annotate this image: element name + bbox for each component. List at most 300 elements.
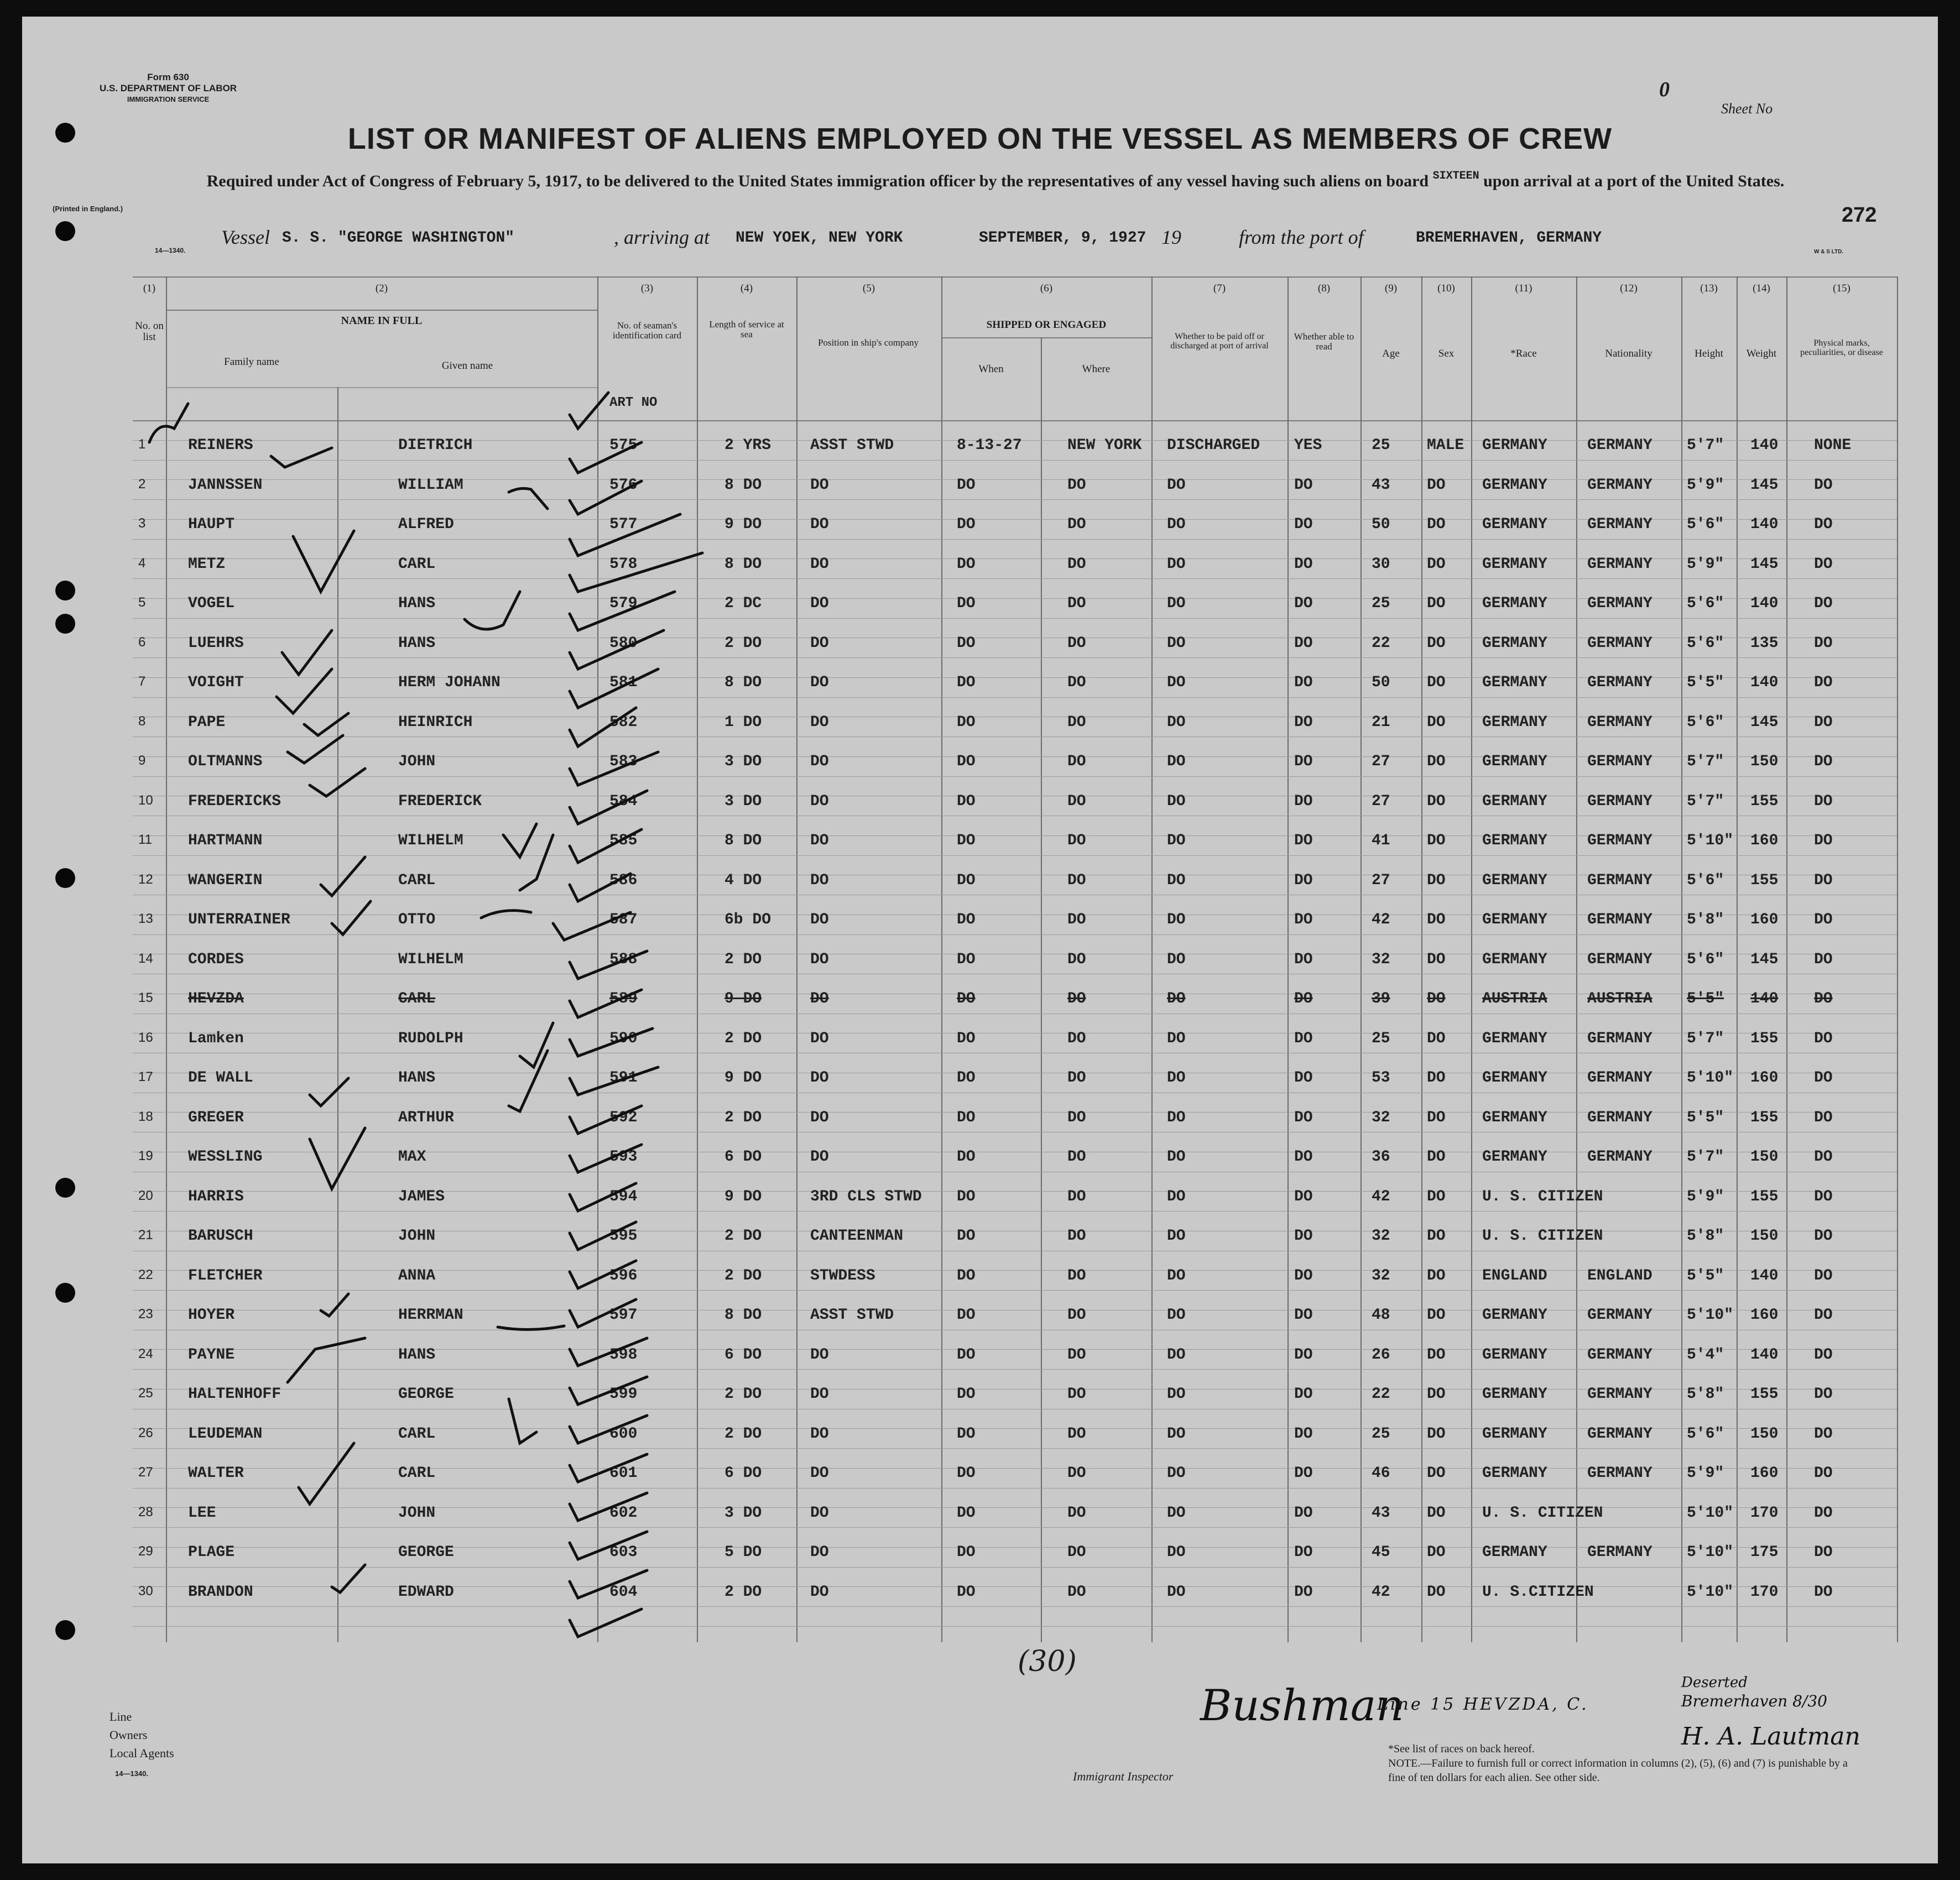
cell-row-number: 4: [138, 555, 146, 571]
cell-physical-marks: DO: [1814, 516, 1833, 533]
cell-nationality: GERMANY: [1587, 911, 1653, 928]
cell-position: DO: [810, 634, 829, 652]
cell-paid-off: DO: [1167, 1069, 1186, 1087]
cell-weight: 145: [1750, 476, 1779, 494]
cell-id-card: 603: [609, 1544, 638, 1561]
cell-physical-marks: DO: [1814, 792, 1833, 810]
grid-line: [133, 460, 1897, 461]
grid-line: [133, 1507, 1897, 1508]
annotation-signature: H. A. Lautman: [1681, 1722, 1860, 1751]
col-num: (7): [1213, 283, 1226, 294]
cell-paid-off: DO: [1167, 1228, 1186, 1245]
cell-row-number: 21: [138, 1228, 153, 1242]
cell-height: 5'5": [1687, 1109, 1724, 1126]
cell-height: 5'8": [1687, 1228, 1724, 1245]
cell-paid-off: DO: [1167, 1188, 1186, 1205]
cell-shipped-where: DO: [1067, 516, 1086, 533]
subtitle-typed: SIXTEEN: [1432, 170, 1479, 182]
cell-able-read: DO: [1294, 476, 1313, 494]
cell-height: 5'5": [1687, 674, 1724, 691]
cell-given-name: ARTHUR: [398, 1109, 454, 1126]
grid-line: [697, 276, 698, 1642]
cell-shipped-where: DO: [1067, 1386, 1086, 1403]
cell-age: 50: [1372, 516, 1390, 533]
cell-row-number: 12: [138, 871, 153, 887]
cell-age: 48: [1372, 1307, 1390, 1324]
cell-id-card: 580: [609, 634, 638, 652]
cell-height: 5'7": [1687, 753, 1724, 770]
cell-shipped-where: DO: [1067, 1544, 1086, 1561]
cell-height: 5'6": [1687, 595, 1724, 612]
cell-length-service: 3 DO: [724, 792, 762, 810]
cell-paid-off: DO: [1167, 753, 1186, 770]
grid-line: [1421, 276, 1422, 1642]
cell-nationality: GERMANY: [1587, 1109, 1653, 1126]
subtitle-part1: Required under Act of Congress of February 5, 1917, to be delivered to the United States immigration officer by the representatives of any vessel having such aliens on board: [206, 172, 1429, 190]
cell-id-card: 595: [609, 1228, 638, 1245]
cell-height: 5'10": [1687, 1069, 1734, 1087]
cell-nationality: GERMANY: [1587, 1148, 1653, 1166]
cell-nationality: GERMANY: [1587, 1544, 1653, 1561]
cell-position: DO: [810, 713, 829, 731]
cell-shipped-when: DO: [957, 1030, 976, 1047]
cell-given-name: HEINRICH: [398, 713, 473, 731]
cell-family-name: UNTERRAINER: [188, 911, 290, 928]
cell-able-read: DO: [1294, 1228, 1313, 1245]
grid-line: [133, 1606, 1897, 1607]
cell-row-number: 30: [138, 1583, 153, 1599]
footer-code: 14—1340.: [115, 1769, 148, 1778]
cell-shipped-where: DO: [1067, 1069, 1086, 1087]
cell-given-name: HANS: [398, 1069, 436, 1087]
cell-weight: 155: [1750, 1386, 1779, 1403]
header-shipped: SHIPPED OR ENGAGED: [986, 319, 1107, 331]
cell-race: GERMANY: [1482, 1030, 1547, 1047]
cell-nationality: GERMANY: [1587, 1386, 1653, 1403]
cell-id-card: 592: [609, 1109, 638, 1126]
arrival-port: NEW YOEK, NEW YORK: [736, 229, 903, 247]
cell-age: 22: [1372, 1386, 1390, 1403]
cell-length-service: 8 DO: [724, 1307, 762, 1324]
cell-shipped-when: DO: [957, 595, 976, 612]
header-sex: Sex: [1438, 348, 1455, 359]
cell-height: 5'6": [1687, 713, 1724, 731]
cell-length-service: 2 DO: [724, 951, 762, 968]
cell-row-number: 2: [138, 476, 146, 492]
grid-line: [133, 578, 1897, 579]
cell-sex: DO: [1427, 951, 1446, 968]
service: IMMIGRATION SERVICE: [127, 95, 210, 103]
manifest-sheet: [22, 17, 1938, 1863]
cell-weight: 160: [1750, 911, 1779, 928]
cell-nationality: GERMANY: [1587, 753, 1653, 770]
grid-line: [941, 337, 1151, 338]
cell-position: DO: [810, 1069, 829, 1087]
cell-shipped-where: DO: [1067, 476, 1086, 494]
cell-age: 42: [1372, 911, 1390, 928]
cell-weight: 145: [1750, 555, 1779, 573]
cell-shipped-when: DO: [957, 1188, 976, 1205]
cell-row-number: 13: [138, 911, 153, 926]
cell-position: DO: [810, 1346, 829, 1364]
cell-weight: 150: [1750, 1148, 1779, 1166]
col-num: (1): [143, 283, 156, 294]
cell-able-read: DO: [1294, 832, 1313, 849]
cell-paid-off: DO: [1167, 1386, 1186, 1403]
cell-family-name: HOYER: [188, 1307, 235, 1324]
cell-paid-off: DO: [1167, 1425, 1186, 1443]
cell-position: DO: [810, 871, 829, 889]
cell-length-service: 6 DO: [724, 1148, 762, 1166]
cell-paid-off: DO: [1167, 1583, 1186, 1601]
col-num: (3): [640, 283, 654, 294]
cell-paid-off: DO: [1167, 1148, 1186, 1166]
cell-nationality: AUSTRIA: [1587, 990, 1653, 1007]
grid-line: [133, 1586, 1897, 1587]
cell-shipped-when: DO: [957, 1267, 976, 1284]
cell-shipped-when: DO: [957, 1109, 976, 1126]
cell-race: GERMANY: [1482, 1425, 1547, 1443]
cell-able-read: DO: [1294, 1544, 1313, 1561]
cell-race: GERMANY: [1482, 911, 1547, 928]
binder-hole: [55, 1283, 75, 1303]
cell-weight: 150: [1750, 1228, 1779, 1245]
cell-row-number: 25: [138, 1386, 153, 1401]
cell-id-card: 593: [609, 1148, 638, 1166]
cell-position: DO: [810, 1148, 829, 1166]
header-when: When: [978, 363, 1004, 375]
cell-shipped-when: DO: [957, 990, 976, 1007]
cell-age: 42: [1372, 1188, 1390, 1205]
cell-shipped-when: DO: [957, 1504, 976, 1522]
cell-given-name: CARL: [398, 1465, 436, 1482]
grid-line: [166, 310, 597, 311]
cell-position: DO: [810, 1425, 829, 1443]
header-physical: Physical marks, peculiarities, or disease: [1800, 338, 1883, 357]
cell-row-number: 18: [138, 1109, 153, 1124]
cell-weight: 155: [1750, 1030, 1779, 1047]
cell-row-number: 16: [138, 1030, 153, 1045]
grid-line: [133, 657, 1897, 658]
cell-physical-marks: DO: [1814, 595, 1833, 612]
header-nationality: Nationality: [1605, 348, 1653, 359]
cell-race: GERMANY: [1482, 951, 1547, 968]
cell-sex: DO: [1427, 476, 1446, 494]
cell-given-name: JAMES: [398, 1188, 445, 1205]
cell-race: GERMANY: [1482, 1069, 1547, 1087]
cell-height: 5'9": [1687, 476, 1724, 494]
cell-shipped-when: DO: [957, 753, 976, 770]
cell-position: DO: [810, 674, 829, 691]
cell-shipped-when: DO: [957, 1346, 976, 1364]
grid-line: [1737, 276, 1738, 1642]
cell-shipped-when: DO: [957, 1228, 976, 1245]
cell-shipped-when: DO: [957, 674, 976, 691]
grid-line: [1786, 276, 1787, 1642]
cell-id-card: 581: [609, 674, 638, 691]
cell-shipped-when: DO: [957, 1544, 976, 1561]
cell-length-service: 2 DO: [724, 1030, 762, 1047]
cell-position: DO: [810, 1504, 829, 1522]
cell-position: STWDESS: [810, 1267, 875, 1284]
cell-id-card: 600: [609, 1425, 638, 1443]
cell-row-number: 11: [138, 832, 152, 847]
cell-height: 5'8": [1687, 911, 1724, 928]
cell-weight: 170: [1750, 1504, 1779, 1522]
cell-sex: DO: [1427, 1188, 1446, 1205]
cell-paid-off: DO: [1167, 1307, 1186, 1324]
cell-position: 3RD CLS STWD: [810, 1188, 922, 1205]
grid-line: [1471, 276, 1472, 1642]
cell-given-name: HERRMAN: [398, 1307, 463, 1324]
header-able-read: Whether able to read: [1294, 331, 1354, 352]
cell-id-card: 597: [609, 1307, 638, 1324]
cell-family-name: WESSLING: [188, 1148, 263, 1166]
grid-line: [133, 697, 1897, 698]
grid-line: [133, 855, 1897, 856]
cell-id-card: 582: [609, 713, 638, 731]
header-where: Where: [1082, 363, 1111, 375]
cell-able-read: DO: [1294, 1267, 1313, 1284]
cell-able-read: DO: [1294, 1307, 1313, 1324]
cell-family-name: WALTER: [188, 1465, 244, 1482]
cell-age: 26: [1372, 1346, 1390, 1364]
cell-nationality: GERMANY: [1587, 1465, 1653, 1482]
cell-physical-marks: DO: [1814, 990, 1833, 1007]
grid-line: [1681, 276, 1682, 1642]
cell-id-card: 589: [609, 990, 638, 1007]
cell-row-number: 6: [138, 634, 146, 650]
cell-able-read: DO: [1294, 1386, 1313, 1403]
cell-length-service: 2 YRS: [724, 437, 772, 454]
header-height: Height: [1695, 348, 1723, 359]
header-race: *Race: [1510, 348, 1537, 359]
cell-able-read: DO: [1294, 713, 1313, 731]
cell-given-name: JOHN: [398, 1228, 436, 1245]
local-agents-label: Local Agents: [110, 1746, 174, 1760]
cell-sex: DO: [1427, 1267, 1446, 1284]
cell-length-service: 2 DO: [724, 1228, 762, 1245]
cell-given-name: JOHN: [398, 753, 436, 770]
cell-id-card: 598: [609, 1346, 638, 1364]
cell-sex: DO: [1427, 713, 1446, 731]
vessel-name: S. S. "GEORGE WASHINGTON": [282, 229, 515, 247]
cell-row-number: 17: [138, 1069, 153, 1084]
cell-shipped-where: DO: [1067, 1583, 1086, 1601]
cell-height: 5'7": [1687, 437, 1724, 454]
grid-line: [166, 387, 597, 388]
cell-height: 5'6": [1687, 951, 1724, 968]
cell-race: GERMANY: [1482, 1465, 1547, 1482]
cell-age: 25: [1372, 595, 1390, 612]
cell-given-name: WILLIAM: [398, 476, 463, 494]
cell-shipped-where: DO: [1067, 951, 1086, 968]
cell-able-read: DO: [1294, 634, 1313, 652]
cell-age: 27: [1372, 871, 1390, 889]
cell-race: GERMANY: [1482, 437, 1547, 454]
cell-shipped-where: DO: [1067, 990, 1086, 1007]
cell-age: 36: [1372, 1148, 1390, 1166]
cell-height: 5'10": [1687, 1583, 1734, 1601]
cell-physical-marks: DO: [1814, 832, 1833, 849]
cell-race: GERMANY: [1482, 674, 1547, 691]
cell-able-read: DO: [1294, 674, 1313, 691]
cell-sex: DO: [1427, 1346, 1446, 1364]
cell-family-name: PAPE: [188, 713, 226, 731]
grid-line: [1576, 276, 1577, 1642]
cell-row-number: 26: [138, 1425, 153, 1440]
cell-id-card: 594: [609, 1188, 638, 1205]
cell-sex: DO: [1427, 1148, 1446, 1166]
race-note: *See list of races on back hereof.: [1388, 1743, 1535, 1755]
cell-length-service: 2 DC: [724, 595, 762, 612]
cell-position: DO: [810, 753, 829, 770]
cell-length-service: 9 DO: [724, 1069, 762, 1087]
grid-line: [1041, 337, 1042, 1642]
cell-weight: 155: [1750, 1109, 1779, 1126]
cell-paid-off: DO: [1167, 1544, 1186, 1561]
cell-sex: DO: [1427, 1465, 1446, 1482]
cell-row-number: 10: [138, 792, 153, 808]
cell-race: GERMANY: [1482, 1307, 1547, 1324]
cell-age: 25: [1372, 437, 1390, 454]
cell-family-name: FREDERICKS: [188, 792, 282, 810]
art-no-label: ART NO: [609, 395, 658, 410]
grid-line: [133, 1567, 1897, 1568]
cell-height: 5'6": [1687, 871, 1724, 889]
annotation-line: Line 15 HEVZDA, C.: [1377, 1695, 1589, 1714]
cell-paid-off: DO: [1167, 1465, 1186, 1482]
cell-physical-marks: DO: [1814, 1307, 1833, 1324]
cell-row-number: 15: [138, 990, 153, 1005]
cell-family-name: OLTMANNS: [188, 753, 263, 770]
grid-line: [133, 420, 1897, 421]
cell-race: U. S. CITIZEN: [1482, 1504, 1603, 1522]
cell-length-service: 8 DO: [724, 555, 762, 573]
cell-given-name: ANNA: [398, 1267, 436, 1284]
grid-line: [337, 387, 338, 1642]
departure-port: BREMERHAVEN, GERMANY: [1416, 229, 1602, 247]
cell-weight: 140: [1750, 437, 1779, 454]
cell-given-name: HANS: [398, 595, 436, 612]
cell-family-name: HALTENHOFF: [188, 1386, 282, 1403]
cell-able-read: DO: [1294, 911, 1313, 928]
cell-physical-marks: DO: [1814, 1030, 1833, 1047]
cell-id-card: 579: [609, 595, 638, 612]
cell-sex: DO: [1427, 1069, 1446, 1087]
cell-race: GERMANY: [1482, 753, 1547, 770]
cell-race: GERMANY: [1482, 792, 1547, 810]
cell-position: ASST STWD: [810, 437, 894, 454]
col-num: (13): [1700, 283, 1718, 294]
cell-age: 27: [1372, 792, 1390, 810]
cell-age: 25: [1372, 1030, 1390, 1047]
cell-paid-off: DO: [1167, 476, 1186, 494]
cell-paid-off: DO: [1167, 1346, 1186, 1364]
cell-shipped-when: 8-13-27: [957, 437, 1022, 454]
cell-height: 5'6": [1687, 634, 1724, 652]
cell-id-card: 584: [609, 792, 638, 810]
cell-sex: DO: [1427, 792, 1446, 810]
cell-height: 5'9": [1687, 1188, 1724, 1205]
cell-length-service: 8 DO: [724, 832, 762, 849]
cell-shipped-where: DO: [1067, 1188, 1086, 1205]
cell-shipped-where: DO: [1067, 674, 1086, 691]
cell-age: 41: [1372, 832, 1390, 849]
cell-race: GERMANY: [1482, 555, 1547, 573]
cell-shipped-where: DO: [1067, 832, 1086, 849]
grid-line: [1287, 276, 1289, 1642]
cell-height: 5'5": [1687, 1267, 1724, 1284]
cell-shipped-where: DO: [1067, 871, 1086, 889]
cell-age: 32: [1372, 951, 1390, 968]
cell-physical-marks: DO: [1814, 674, 1833, 691]
cell-given-name: GEORGE: [398, 1386, 454, 1403]
cell-family-name: LEE: [188, 1504, 216, 1522]
cell-shipped-when: DO: [957, 634, 976, 652]
cell-race: GERMANY: [1482, 476, 1547, 494]
cell-able-read: DO: [1294, 1583, 1313, 1601]
cell-length-service: 6b DO: [724, 911, 772, 928]
total-count: (30): [1018, 1645, 1077, 1678]
binder-hole: [55, 868, 75, 888]
cell-sex: DO: [1427, 595, 1446, 612]
cell-family-name: LUEHRS: [188, 634, 244, 652]
cell-race: GERMANY: [1482, 1544, 1547, 1561]
printed-note: (Printed in England.): [53, 205, 123, 213]
cell-race: AUSTRIA: [1482, 990, 1547, 1007]
cell-able-read: DO: [1294, 1425, 1313, 1443]
cell-row-number: 27: [138, 1465, 153, 1480]
cell-id-card: 599: [609, 1386, 638, 1403]
arriving-label: , arriving at: [614, 226, 710, 248]
cell-shipped-where: DO: [1067, 1346, 1086, 1364]
cell-shipped-where: DO: [1067, 555, 1086, 573]
cell-weight: 140: [1750, 1267, 1779, 1284]
year-label: 19: [1161, 226, 1181, 248]
cell-row-number: 22: [138, 1267, 153, 1282]
cell-shipped-where: DO: [1067, 1148, 1086, 1166]
cell-nationality: GERMANY: [1587, 1346, 1653, 1364]
cell-shipped-where: DO: [1067, 1267, 1086, 1284]
cell-able-read: DO: [1294, 555, 1313, 573]
header-age: Age: [1382, 348, 1400, 359]
cell-able-read: DO: [1294, 1188, 1313, 1205]
cell-sex: MALE: [1427, 437, 1464, 454]
cell-shipped-where: DO: [1067, 1425, 1086, 1443]
col-num: (14): [1753, 283, 1770, 294]
cell-shipped-where: DO: [1067, 713, 1086, 731]
cell-age: 43: [1372, 476, 1390, 494]
cell-id-card: 578: [609, 555, 638, 573]
cell-shipped-when: DO: [957, 792, 976, 810]
cell-shipped-when: DO: [957, 1465, 976, 1482]
cell-height: 5'9": [1687, 1465, 1724, 1482]
cell-physical-marks: DO: [1814, 1465, 1833, 1482]
cell-position: DO: [810, 1544, 829, 1561]
cell-paid-off: DO: [1167, 713, 1186, 731]
cell-shipped-when: DO: [957, 951, 976, 968]
binder-hole: [55, 1620, 75, 1640]
cell-age: 27: [1372, 753, 1390, 770]
cell-position: DO: [810, 1386, 829, 1403]
col-num: (10): [1437, 283, 1455, 294]
form-number: Form 630: [147, 72, 189, 82]
grid-line: [133, 499, 1897, 500]
grid-line: [133, 1369, 1897, 1370]
header-paid-off: Whether to be paid off or discharged at port of arrival: [1170, 332, 1269, 351]
printer-mark: W & S LTD.: [1814, 249, 1844, 255]
